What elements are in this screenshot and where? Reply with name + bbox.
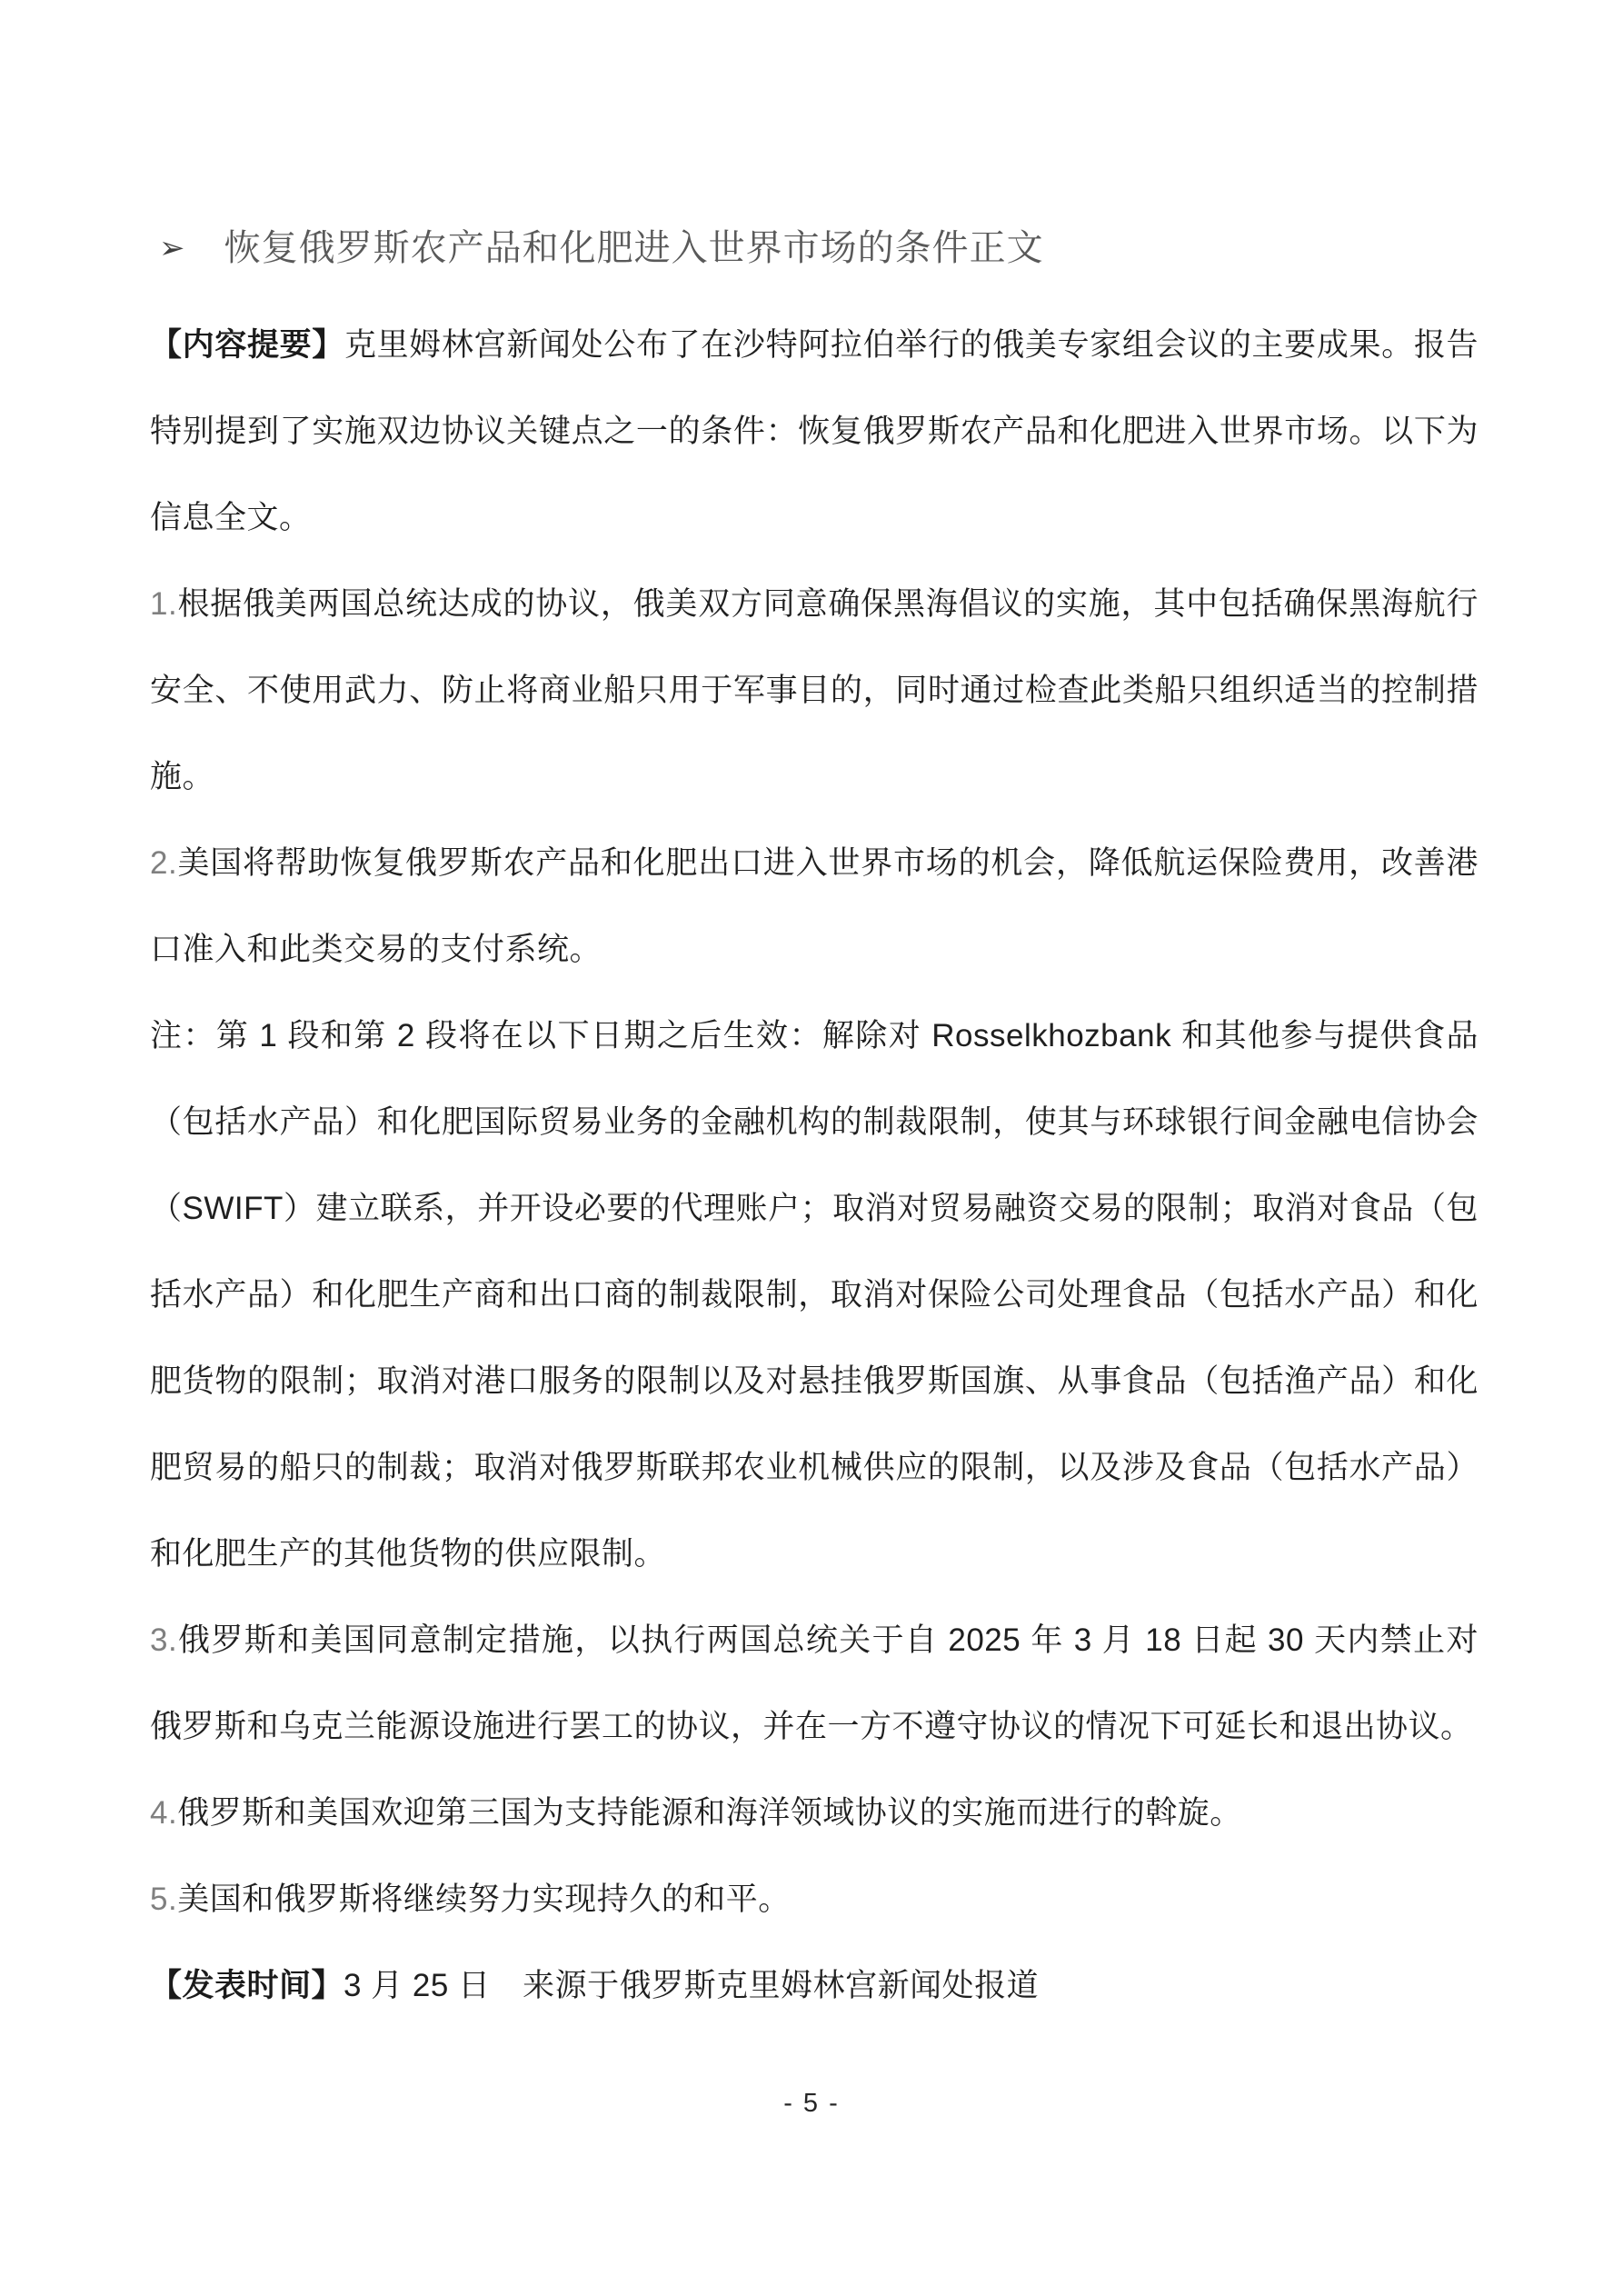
paragraph-publish-info (150, 1942, 1479, 2029)
paragraph-item-5 (150, 1856, 1479, 1942)
paragraph-note (150, 993, 1479, 1597)
list-number: 1. (150, 586, 178, 622)
section-heading-text: 恢复俄罗斯农产品和化肥进入世界市场的条件正文 (224, 228, 1044, 268)
summary-label: 【内容提要】 (150, 327, 344, 363)
paragraph-text: 俄罗斯和美国欢迎第三国为支持能源和海洋领域协议的实施而进行的斡旋。 (177, 1795, 1242, 1831)
paragraph-item-1 (150, 561, 1479, 820)
list-number: 3. (150, 1622, 178, 1658)
paragraph-item-4 (150, 1770, 1479, 1856)
arrow-bullet-icon: ➢ (159, 231, 186, 265)
section-heading (159, 222, 1479, 276)
paragraph-text: 根据俄美两国总统达成的协议，俄美双方同意确保黑海倡议的实施，其中包括确保黑海航行安全、不使用武力、防止将商业船只用于军事目的，同时通过检查此类船只组织适当的控制措施。 (150, 586, 1479, 794)
paragraph-summary (150, 302, 1479, 561)
list-number: 5. (150, 1882, 178, 1917)
paragraph-text: 美国和俄罗斯将继续努力实现持久的和平。 (177, 1882, 791, 1917)
paragraph-text: 注：第 1 段和第 2 段将在以下日期之后生效：解除对 Rosselkhozbank 和其他参与提供食品（包括水产品）和化肥国际贸易业务的金融机构的制裁限制，使其与环球银行间金融电信协会（SWIFT）建立联系，并开设必要的代理账户；取消对贸易融资交易的限制；取消对食品（包括水产品）和化肥生产商和出口商的制裁限制，取消对保险公司处理食品（包括水产品）和化肥货物的限制；取消对港口服务的限制以及对悬挂俄罗斯国旗、从事食品（包括渔产品）和化肥贸易的船只的制裁；取消对俄罗斯联邦农业机械供应的限制，以及涉及食品（包括水产品）和化肥生产的其他货物的供应限制。 (150, 1018, 1479, 1572)
page-number: - 5 - (783, 2089, 840, 2118)
paragraph-text: 克里姆林宫新闻处公布了在沙特阿拉伯举行的俄美专家组会议的主要成果。报告特别提到了实施双边协议关键点之一的条件：恢复俄罗斯农产品和化肥进入世界市场。以下为信息全文。 (150, 327, 1479, 535)
paragraph-item-3 (150, 1597, 1479, 1770)
paragraph-text: 俄罗斯和美国同意制定措施，以执行两国总统关于自 2025 年 3 月 18 日起 30 天内禁止对俄罗斯和乌克兰能源设施进行罢工的协议，并在一方不遵守协议的情况下可延长和退出协议。 (150, 1622, 1479, 1744)
paragraph-text: 3 月 25 日 来源于俄罗斯克里姆林宫新闻处报道 (344, 1968, 1040, 2003)
paragraph-item-2 (150, 820, 1479, 993)
paragraph-text: 美国将帮助恢复俄罗斯农产品和化肥出口进入世界市场的机会，降低航运保险费用，改善港口准入和此类交易的支付系统。 (150, 845, 1479, 967)
publish-time-label: 【发表时间】 (150, 1968, 344, 2003)
list-number: 2. (150, 845, 178, 881)
list-number: 4. (150, 1795, 178, 1831)
document-content (150, 222, 1479, 2029)
